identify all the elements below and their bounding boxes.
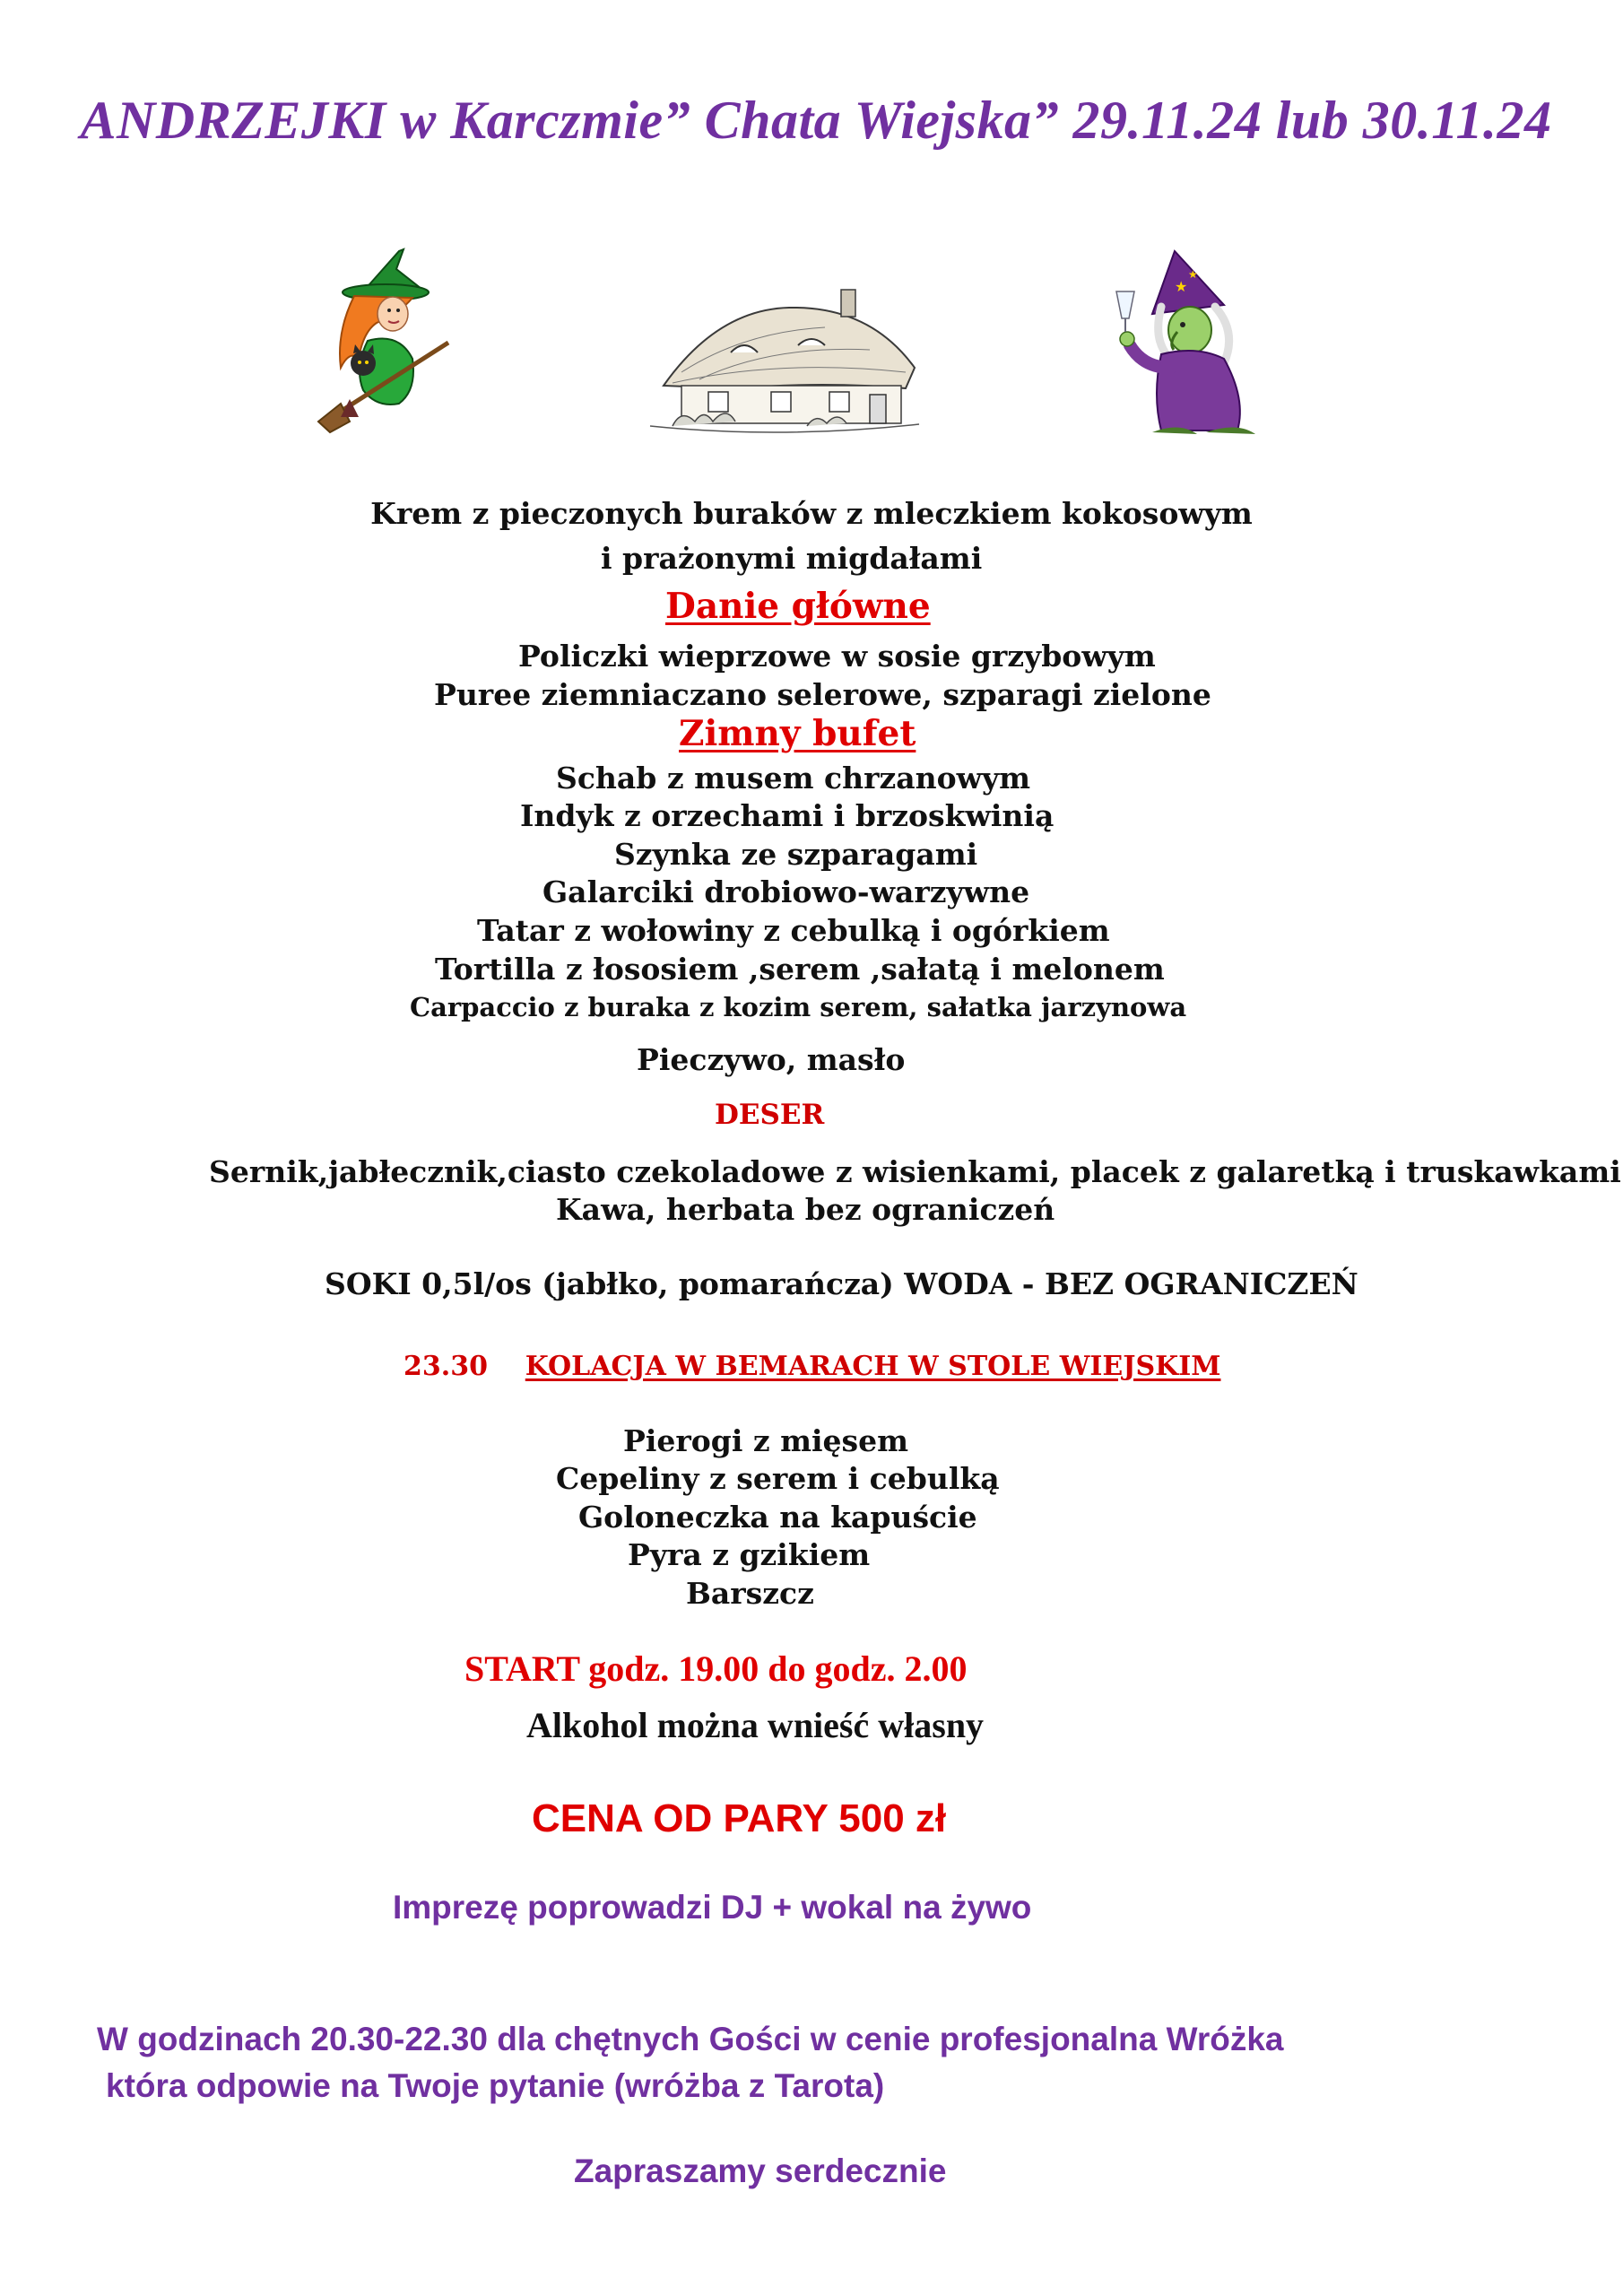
starter-line-2: i prażonymi migdałami — [601, 541, 983, 576]
witch-on-broom-illustration — [314, 242, 457, 435]
supper-item: Barszcz — [686, 1576, 814, 1611]
cold-buffet-item: Schab z musem chrzanowym — [556, 761, 1031, 796]
supper-heading: KOLACJA W BEMARACH W STOLE WIEJSKIM — [525, 1351, 1221, 1382]
dessert-line-2: Kawa, herbata bez ograniczeń — [556, 1192, 1055, 1227]
supper-item: Cepeliny z serem i cebulką — [556, 1461, 1000, 1496]
country-cottage-illustration — [646, 283, 924, 439]
dj-note: Imprezę poprowadzi DJ + wokal na żywo — [393, 1889, 1032, 1926]
fortune-line-2: która odpowie na Twoje pytanie (wróżba z Tarota) — [106, 2067, 885, 2104]
supper-item: Pyra z gzikiem — [628, 1537, 871, 1572]
supper-heading-line — [404, 1351, 1220, 1382]
cold-buffet-item: Tortilla z łososiem ,serem ,sałatą i melonem — [435, 952, 1165, 987]
main-course-item: Puree ziemniaczano selerowe, szparagi zielone — [434, 677, 1211, 712]
fortune-line-1: W godzinach 20.30-22.30 dla chętnych Gości w cenie profesjonalna Wróżka — [97, 2021, 1284, 2057]
main-course-heading: Danie główne — [665, 586, 931, 627]
dessert-heading: DESER — [715, 1099, 825, 1131]
cold-buffet-heading: Zimny bufet — [679, 713, 916, 754]
cold-buffet-item: Galarciki drobiowo-warzywne — [542, 874, 1030, 909]
drinks-line: SOKI 0,5l/os (jabłko, pomarańcza) WODA - BEZ OGRANICZEŃ — [325, 1266, 1358, 1301]
supper-item: Pierogi z mięsem — [623, 1423, 909, 1458]
alcohol-note: Alkohol można wnieść własny — [526, 1705, 985, 1745]
svg-text:★: ★ — [1188, 268, 1198, 281]
bread-line: Pieczywo, masło — [637, 1042, 906, 1077]
page-title: ANDRZEJKI w Karczmie” Chata Wiejska” 29.11.24 lub 30.11.24 — [80, 91, 1552, 150]
cold-buffet-item: Tatar z wołowiny z cebulką i ogórkiem — [477, 913, 1110, 948]
cold-buffet-item: Szynka ze szparagami — [614, 837, 978, 872]
starter-line-1: Krem z pieczonych buraków z mleczkiem kokosowym — [370, 496, 1253, 531]
supper-time: 23.30 — [404, 1351, 488, 1382]
start-time: START godz. 19.00 do godz. 2.00 — [464, 1648, 968, 1689]
closing-line: Zapraszamy serdecznie — [574, 2152, 947, 2189]
old-wizard-illustration — [1089, 242, 1282, 444]
price: CENA OD PARY 500 zł — [532, 1796, 947, 1840]
dessert-line-1: Sernik,jabłecznik,ciasto czekoladowe z wisienkami, placek z galaretką i truskawkami — [209, 1154, 1621, 1189]
supper-item: Goloneczka na kapuście — [578, 1500, 977, 1535]
svg-text:★: ★ — [1175, 278, 1188, 295]
main-course-item: Policzki wieprzowe w sosie grzybowym — [518, 639, 1156, 674]
cold-buffet-item: Carpaccio z buraka z kozim serem, sałatka jarzynowa — [410, 992, 1187, 1022]
cold-buffet-item: Indyk z orzechami i brzoskwinią — [520, 798, 1055, 833]
